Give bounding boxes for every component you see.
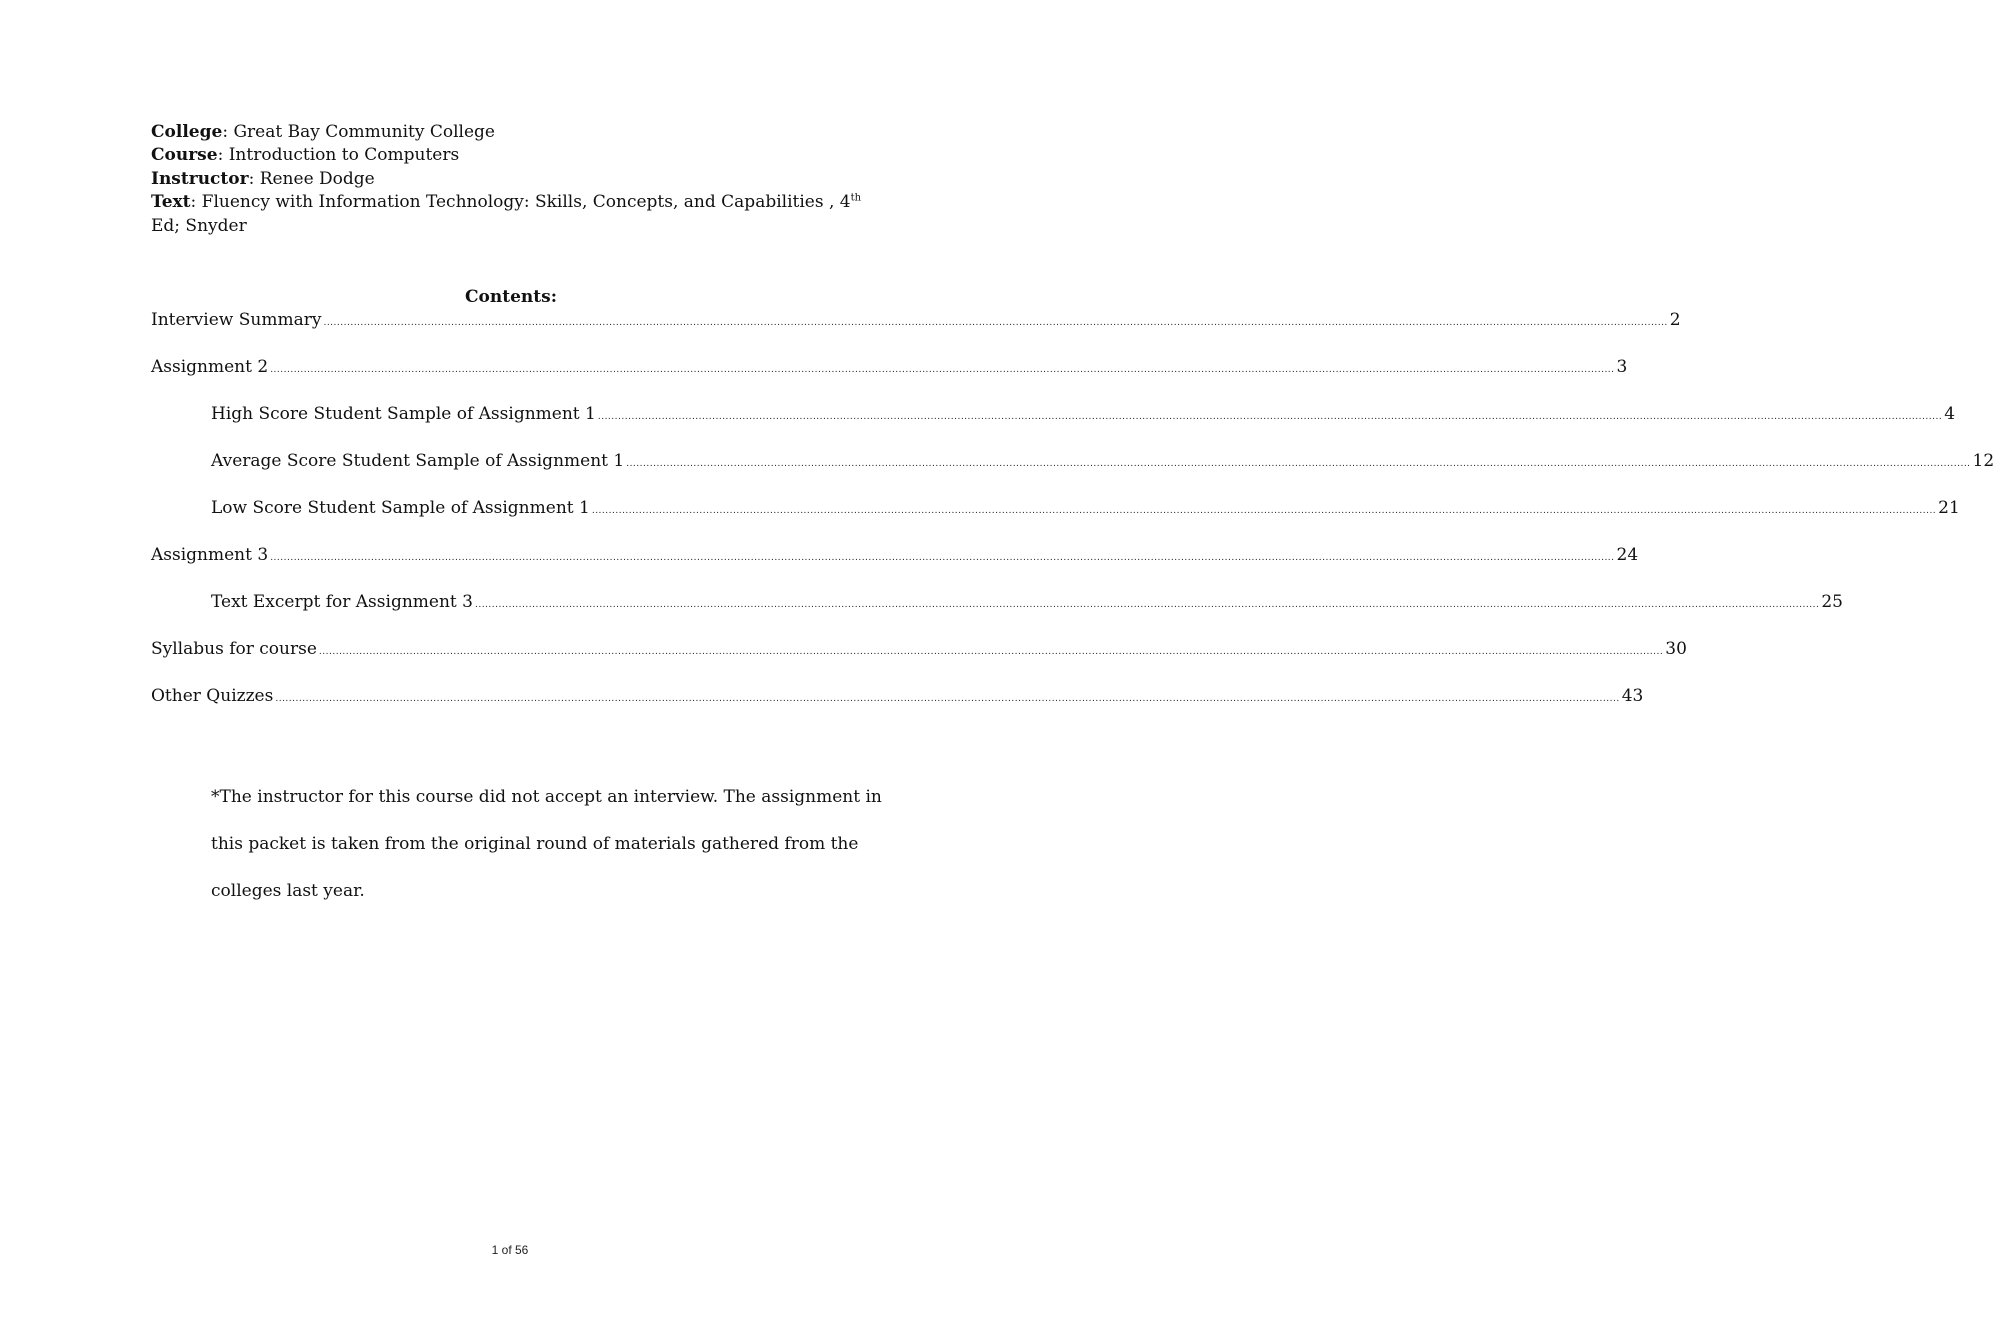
course-info [151, 121, 881, 238]
toc-entry-title: Assignment 3 [151, 545, 269, 565]
toc-entry-page: 30 [1665, 639, 1687, 659]
instructor-line [151, 168, 881, 191]
toc-leader-dots: ................................................................................................................................................................................................................................................................................................................................................................................................................ [626, 459, 1971, 469]
toc-entry-page: 25 [1821, 592, 1843, 612]
course-label: Course [151, 145, 218, 166]
instructor-label: Instructor [151, 168, 249, 189]
toc-leader-dots: ................................................................................................................................................................................................................................................................................................................................................................................................................ [597, 412, 1943, 422]
toc-leader-dots: ................................................................................................................................................................................................................................................................................................................................................................................................................ [275, 694, 1620, 704]
text-line-continued [151, 215, 881, 238]
toc-entry-assignment-3[interactable] [151, 544, 1639, 570]
page-indicator: 1 of 56 [491, 1243, 529, 1257]
toc-entry-page: 3 [1616, 357, 1628, 377]
toc-entry-title: High Score Student Sample of Assignment 1 [211, 404, 596, 424]
toc-leader-dots: ................................................................................................................................................................................................................................................................................................................................................................................................................ [323, 318, 1668, 328]
toc-entry-page: 4 [1944, 404, 1956, 424]
contents-title: Contents: [465, 287, 557, 307]
text-value-continued: Ed; Snyder [151, 215, 247, 236]
toc-entry-title: Syllabus for course [151, 639, 317, 659]
toc-entry-title: Interview Summary [151, 310, 322, 330]
toc-entry-title: Assignment 2 [151, 357, 269, 377]
toc-leader-dots: ................................................................................................................................................................................................................................................................................................................................................................................................................ [591, 506, 1937, 516]
college-value: : Great Bay Community College [222, 122, 495, 142]
college-label: College [151, 122, 223, 142]
toc-entry-page: 12 [1972, 451, 1994, 471]
instructor-value: : Renee Dodge [248, 168, 375, 189]
toc-entry-title: Low Score Student Sample of Assignment 1 [211, 498, 590, 518]
course-line [151, 144, 881, 167]
toc-entry-page: 24 [1616, 545, 1639, 565]
toc-entry-page: 21 [1938, 498, 1960, 518]
toc-entry-syllabus[interactable] [151, 638, 1687, 664]
course-value: : Introduction to Computers [217, 145, 460, 166]
instructor-note: *The instructor for this course did not accept an interview. The assignment in this packet is taken from the original round of materials gathered from the colleges last year. [211, 787, 882, 901]
toc-entry-page: 2 [1669, 310, 1681, 330]
toc-leader-dots: ................................................................................................................................................................................................................................................................................................................................................................................................................ [474, 600, 1820, 610]
toc-leader-dots: ................................................................................................................................................................................................................................................................................................................................................................................................................ [270, 365, 1615, 375]
college-line [151, 121, 881, 144]
text-value: : Fluency with Information Technology: Skills, Concepts, and Capabilities , 4 [190, 192, 851, 213]
toc-entry-page: 43 [1621, 686, 1644, 706]
toc-entry-other-quizzes[interactable] [151, 685, 1644, 711]
toc-leader-dots: ................................................................................................................................................................................................................................................................................................................................................................................................................ [318, 647, 1664, 657]
toc-leader-dots: ................................................................................................................................................................................................................................................................................................................................................................................................................ [270, 553, 1615, 563]
toc-entry-average-score-sample[interactable] [211, 450, 1994, 476]
toc-entry-low-score-sample[interactable] [211, 497, 1960, 523]
text-line [151, 191, 881, 214]
toc-entry-title: Text Excerpt for Assignment 3 [211, 592, 473, 612]
toc-entry-title: Average Score Student Sample of Assignment 1 [211, 451, 625, 471]
toc-entry-high-score-sample[interactable] [211, 403, 1956, 429]
toc-entry-assignment-2[interactable] [151, 356, 1628, 382]
text-ordinal: th [850, 192, 862, 204]
toc-entry-text-excerpt[interactable] [211, 591, 1843, 617]
text-label: Text [151, 192, 191, 213]
toc-entry-interview-summary[interactable] [151, 309, 1681, 335]
toc-entry-title: Other Quizzes [151, 686, 274, 706]
